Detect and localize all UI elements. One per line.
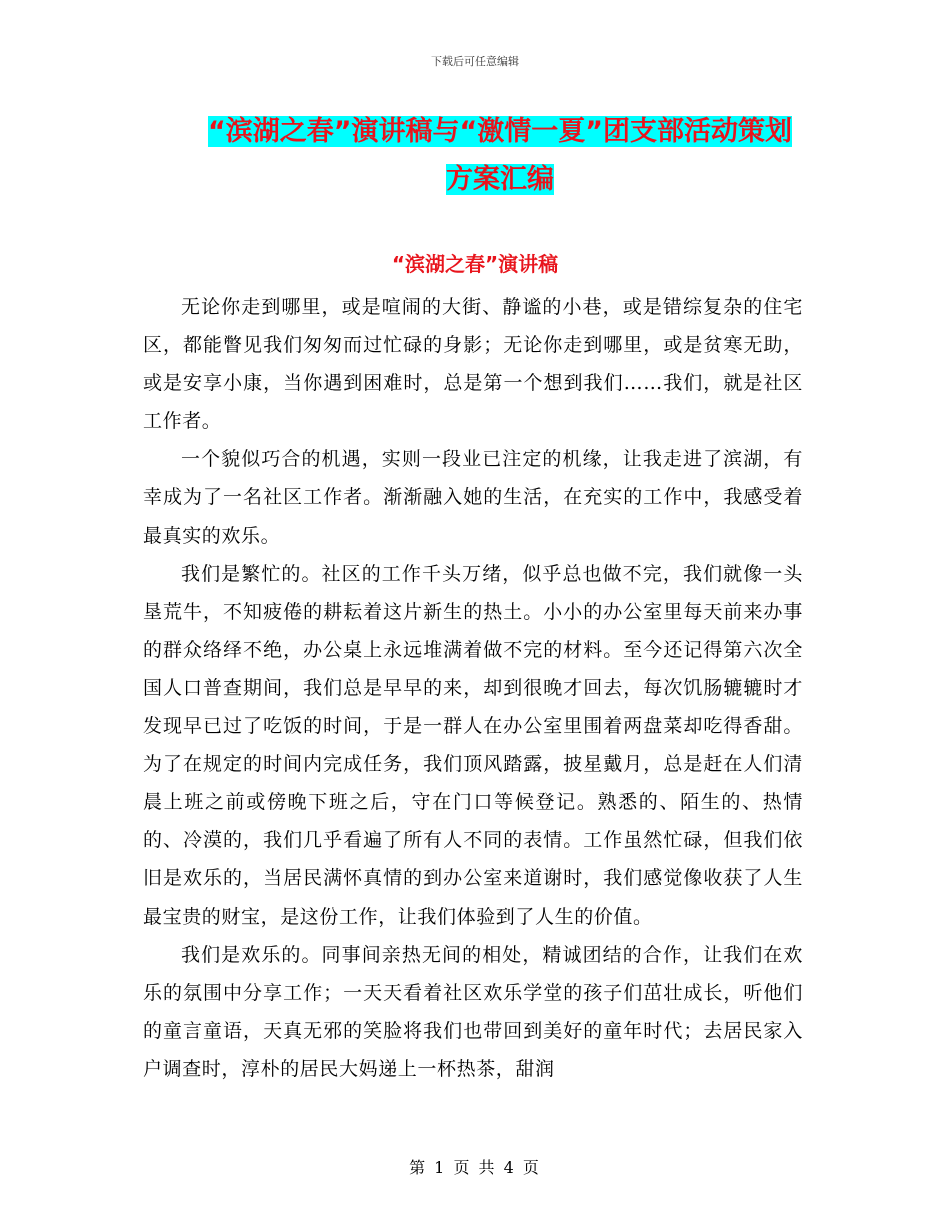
paragraph: 一个貌似巧合的机遇，实则一段业已注定的机缘，让我走进了滨湖，有幸成为了一名社区工作者。渐渐融入她的生活，在充实的工作中，我感受着最真实的欢乐。 [143, 448, 803, 547]
paragraph: 我们是繁忙的。社区的工作千头万绪，似乎总也做不完，我们就像一头垦荒牛，不知疲倦的耕耘着这片新生的热土。小小的办公室里每天前来办事的群众络绎不绝，办公桌上永远堆满着做不完的材料。至今还记得第六次全国人口普查期间，我们总是早早的来，却到很晚才回去，每次饥肠辘辘时才发现早已过了吃饭的时间，于是一群人在办公室里围着两盘菜却吃得香甜。为了在规定的时间内完成任务，我们顶风踏露，披星戴月，总是赶在人们清晨上班之前或傍晚下班之后，守在门口等候登记。熟悉的、陌生的、热情的、冷漠的，我们几乎看遍了所有人不同的表情。工作虽然忙碌，但我们依旧是欢乐的，当居民满怀真情的到办公室来道谢时，我们感觉像收获了人生最宝贵的财宝，是这份工作，让我们体验到了人生的价值。 [143, 562, 803, 928]
document-title-line-2: 方案汇编 [446, 164, 554, 195]
paragraph: 无论你走到哪里，或是喧闹的大街、静谧的小巷，或是错综复杂的住宅区，都能瞥见我们匆匆而过忙碌的身影；无论你走到哪里，或是贫寒无助，或是安享小康，当你遇到困难时，总是第一个想到我们……我们，就是社区工作者。 [143, 296, 803, 433]
header-note: 下载后可任意编辑 [431, 55, 519, 68]
document-title-line-1: “滨湖之春”演讲稿与“激情一夏”团支部活动策划 [208, 116, 792, 147]
section-title: “滨湖之春”演讲稿 [391, 252, 559, 276]
document-title [150, 108, 850, 204]
body-text [143, 288, 803, 1088]
paragraph: 我们是欢乐的。同事间亲热无间的相处，精诚团结的合作，让我们在欢乐的氛围中分享工作；一天天看着社区欢乐学堂的孩子们茁壮成长，听他们的童言童语，天真无邪的笑脸将我们也带回到美好的童年时代；去居民家入户调查时，淳朴的居民大妈递上一杯热茶，甜润 [143, 943, 803, 1080]
page-footer: 第 1 页 共 4 页 [409, 1158, 541, 1177]
